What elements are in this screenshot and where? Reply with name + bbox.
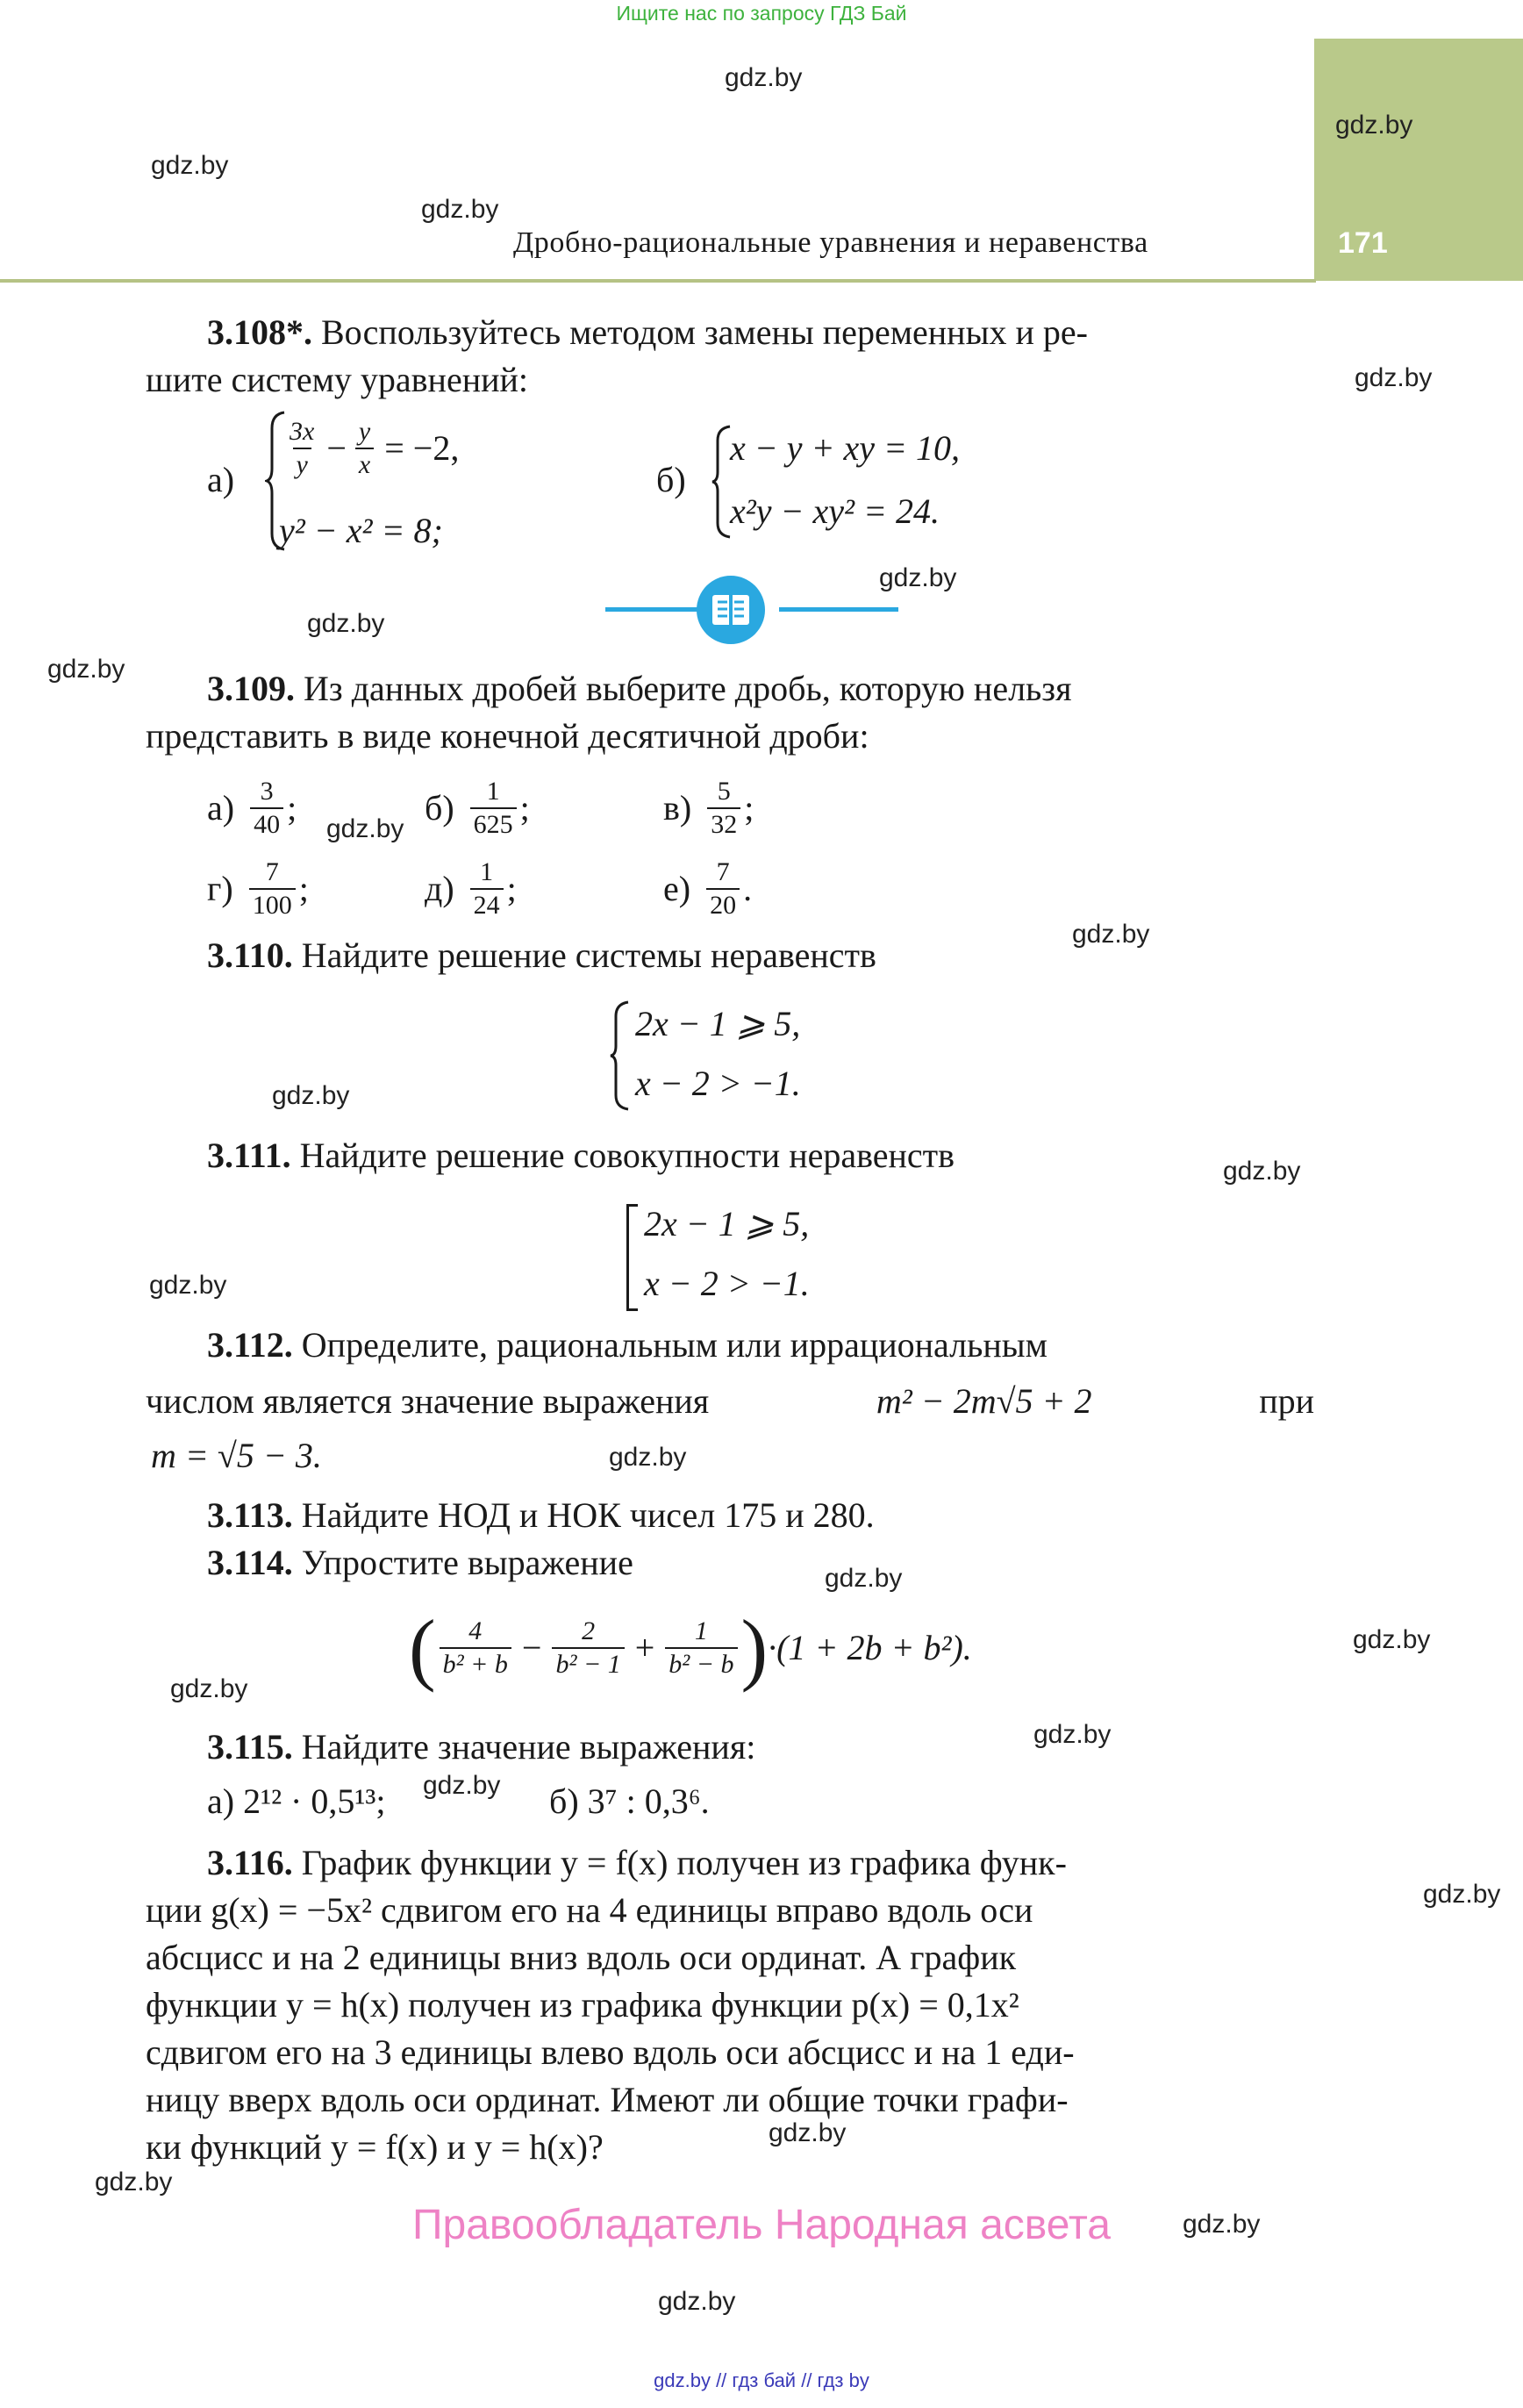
problem-3-115 [207, 1724, 755, 1771]
fraction: $\frac{7}{100}$ [249, 856, 296, 921]
option-label: а) [207, 460, 235, 499]
option: г) $\frac{7}{100}$ ; [207, 857, 309, 920]
problem-text: функции y = h(x) получен из графика функции p(x) = 0,1x² [146, 1985, 1019, 2025]
fraction: $\frac{2}{\text{b² − 1}}$ [552, 1616, 624, 1681]
fraction: $\frac{7}{20}$ [706, 856, 740, 921]
option: д) $\frac{1}{24}$ ; [425, 857, 517, 920]
problem-3-111 [207, 1132, 955, 1179]
problem-number: 3.109. [207, 669, 295, 708]
problem-text: Упростите выражение [301, 1543, 633, 1582]
problem-text: Определите, рациональным или иррациональным [301, 1325, 1048, 1365]
page-number: 171 [1338, 226, 1388, 260]
watermark: gdz.by [170, 1674, 248, 1703]
book-icon [697, 576, 765, 644]
expression-3-114: ( $\frac{4}{\text{b² + b}}$ − $\frac{2}{\text{b² − 1}}$ + $\frac{1}{\text{b² − b}}$ ) ·(1 + 2b + b²). [409, 1603, 972, 1693]
fraction: $\frac{3x}{y}$ [290, 417, 315, 479]
watermark: gdz.by [1423, 1880, 1501, 1909]
problem-text: График функции y = f(x) получен из графика функ- [301, 1843, 1067, 1882]
fraction: $\frac{5}{32}$ [707, 776, 740, 841]
problem-number: 3.110. [207, 935, 293, 975]
watermark: gdz.by [272, 1081, 350, 1110]
watermark: gdz.by [725, 63, 803, 92]
inequality: x − 2 > −1. [635, 1064, 801, 1103]
watermark: gdz.by [151, 151, 229, 180]
option-b: б) 3⁷ : 0,3⁶. [549, 1781, 710, 1821]
watermark: gdz.by [326, 814, 404, 843]
running-title: Дробно-рациональные уравнения и неравенства [513, 226, 1148, 259]
problem-number: 3.112. [207, 1325, 293, 1365]
watermark: gdz.by [1033, 1720, 1112, 1749]
fraction: $\frac{1}{625}$ [470, 776, 517, 841]
problem-3-110 [207, 932, 876, 979]
watermark: gdz.by [825, 1564, 903, 1593]
watermark: gdz.by [1355, 363, 1433, 392]
system-brace [609, 1000, 632, 1115]
option: б) $\frac{1}{625}$ ; [425, 777, 530, 839]
watermark: gdz.by [1183, 2210, 1261, 2239]
inequality: x − 2 > −1. [644, 1264, 810, 1303]
footer-links[interactable]: gdz.by // гдз бай // гдз by [654, 2369, 869, 2391]
problem-text: ки функций y = f(x) и y = h(x)? [146, 2127, 604, 2167]
problem-text: абсцисс и на 2 единицы вниз вдоль оси ординат. А график [146, 1938, 1017, 1977]
option: а) $\frac{3}{40}$ ; [207, 777, 297, 839]
watermark: gdz.by [1353, 1625, 1431, 1654]
watermark: gdz.by [609, 1443, 687, 1472]
set-bracket [626, 1204, 638, 1311]
header-rule [0, 279, 1316, 283]
problem-3-112 [207, 1322, 1314, 1369]
problem-number: 3.115. [207, 1727, 293, 1767]
problem-3-113 [207, 1492, 875, 1539]
watermark: gdz.by [307, 609, 385, 638]
brace-icon [609, 1000, 632, 1111]
problem-text: представить в виде конечной десятичной дроби: [146, 716, 869, 756]
inequality: 2x − 1 ⩾ 5, [635, 1004, 801, 1043]
watermark: gdz.by [95, 2168, 173, 2197]
top-banner: Ищите нас по запросу ГДЗ Бай [616, 2, 907, 25]
problem-3-116 [207, 1839, 1314, 1887]
problem-text-line: числом является значение выражения m² − 2m√5 + 2 при [146, 1378, 1314, 1425]
problem-text: шите систему уравнений: [146, 360, 529, 399]
problem-text: ции g(x) = −5x² сдвигом его на 4 единицы вправо вдоль оси [146, 1890, 1033, 1930]
watermark: gdz.by [1335, 111, 1413, 140]
watermark: gdz.by [769, 2118, 847, 2147]
watermark: gdz.by [423, 1771, 501, 1800]
watermark: gdz.by [879, 563, 957, 592]
equation-a1: $\frac{3x}{y}$ − $\frac{y}{x}$ = −2, [282, 416, 459, 481]
problem-number: 3.113. [207, 1495, 293, 1535]
equation-a2: y² − x² = 8; [279, 511, 443, 550]
option-a: а) 2¹² · 0,5¹³; [207, 1781, 386, 1821]
problem-number: 3.116. [207, 1843, 293, 1882]
problem-3-109 [207, 665, 1314, 713]
problem-text: ницу вверх вдоль оси ординат. Имеют ли общие точки графи- [146, 2080, 1069, 2119]
fraction: $\frac{3}{40}$ [250, 776, 283, 841]
fraction: $\frac{y}{x}$ [355, 416, 374, 481]
watermark: gdz.by [421, 195, 499, 224]
equation-b2: x²y − xy² = 24. [730, 491, 940, 531]
option: в) $\frac{5}{32}$ ; [663, 777, 754, 839]
problem-text: Найдите решение совокупности неравенств [299, 1136, 955, 1175]
problem-text: m = √5 − 3. [151, 1436, 322, 1475]
right-paren: ) [740, 1603, 769, 1693]
watermark: gdz.by [149, 1271, 227, 1300]
problem-3-114 [207, 1539, 633, 1587]
problem-text: сдвигом его на 3 единицы влево вдоль оси абсцисс и на 1 еди- [146, 2032, 1075, 2072]
copyright-notice: Правообладатель Народная асвета [412, 2202, 1111, 2248]
system-brace [265, 411, 274, 551]
fraction: $\frac{1}{\text{b² − b}}$ [665, 1616, 737, 1681]
left-paren: ( [409, 1603, 436, 1693]
option-label: б) [656, 460, 686, 499]
watermark: gdz.by [1072, 920, 1150, 949]
option: е) $\frac{7}{20}$ . [663, 857, 753, 920]
problem-number: 3.114. [207, 1543, 293, 1582]
problem-text: Воспользуйтесь методом замены переменных и ре- [321, 312, 1088, 352]
watermark: gdz.by [1223, 1157, 1301, 1186]
problem-3-108 [207, 309, 1314, 356]
inequality: 2x − 1 ⩾ 5, [644, 1204, 810, 1243]
problem-text: Из данных дробей выберите дробь, которую нельзя [304, 669, 1072, 708]
separator-line [779, 607, 898, 612]
problem-number: 3.111. [207, 1136, 291, 1175]
watermark: gdz.by [47, 655, 125, 684]
problem-text: Найдите решение системы неравенств [301, 935, 876, 975]
watermark: gdz.by [658, 2287, 736, 2316]
fraction: $\frac{1}{24}$ [470, 856, 504, 921]
problem-text: Найдите НОД и НОК чисел 175 и 280. [301, 1495, 875, 1535]
problem-number: 3.108*. [207, 312, 312, 352]
equation-b1: x − y + xy = 10, [730, 428, 960, 468]
fraction: $\frac{4}{\text{b² + b}}$ [440, 1616, 511, 1681]
problem-text: Найдите значение выражения: [301, 1727, 756, 1767]
expression: m² − 2m√5 + 2 [876, 1381, 1092, 1421]
